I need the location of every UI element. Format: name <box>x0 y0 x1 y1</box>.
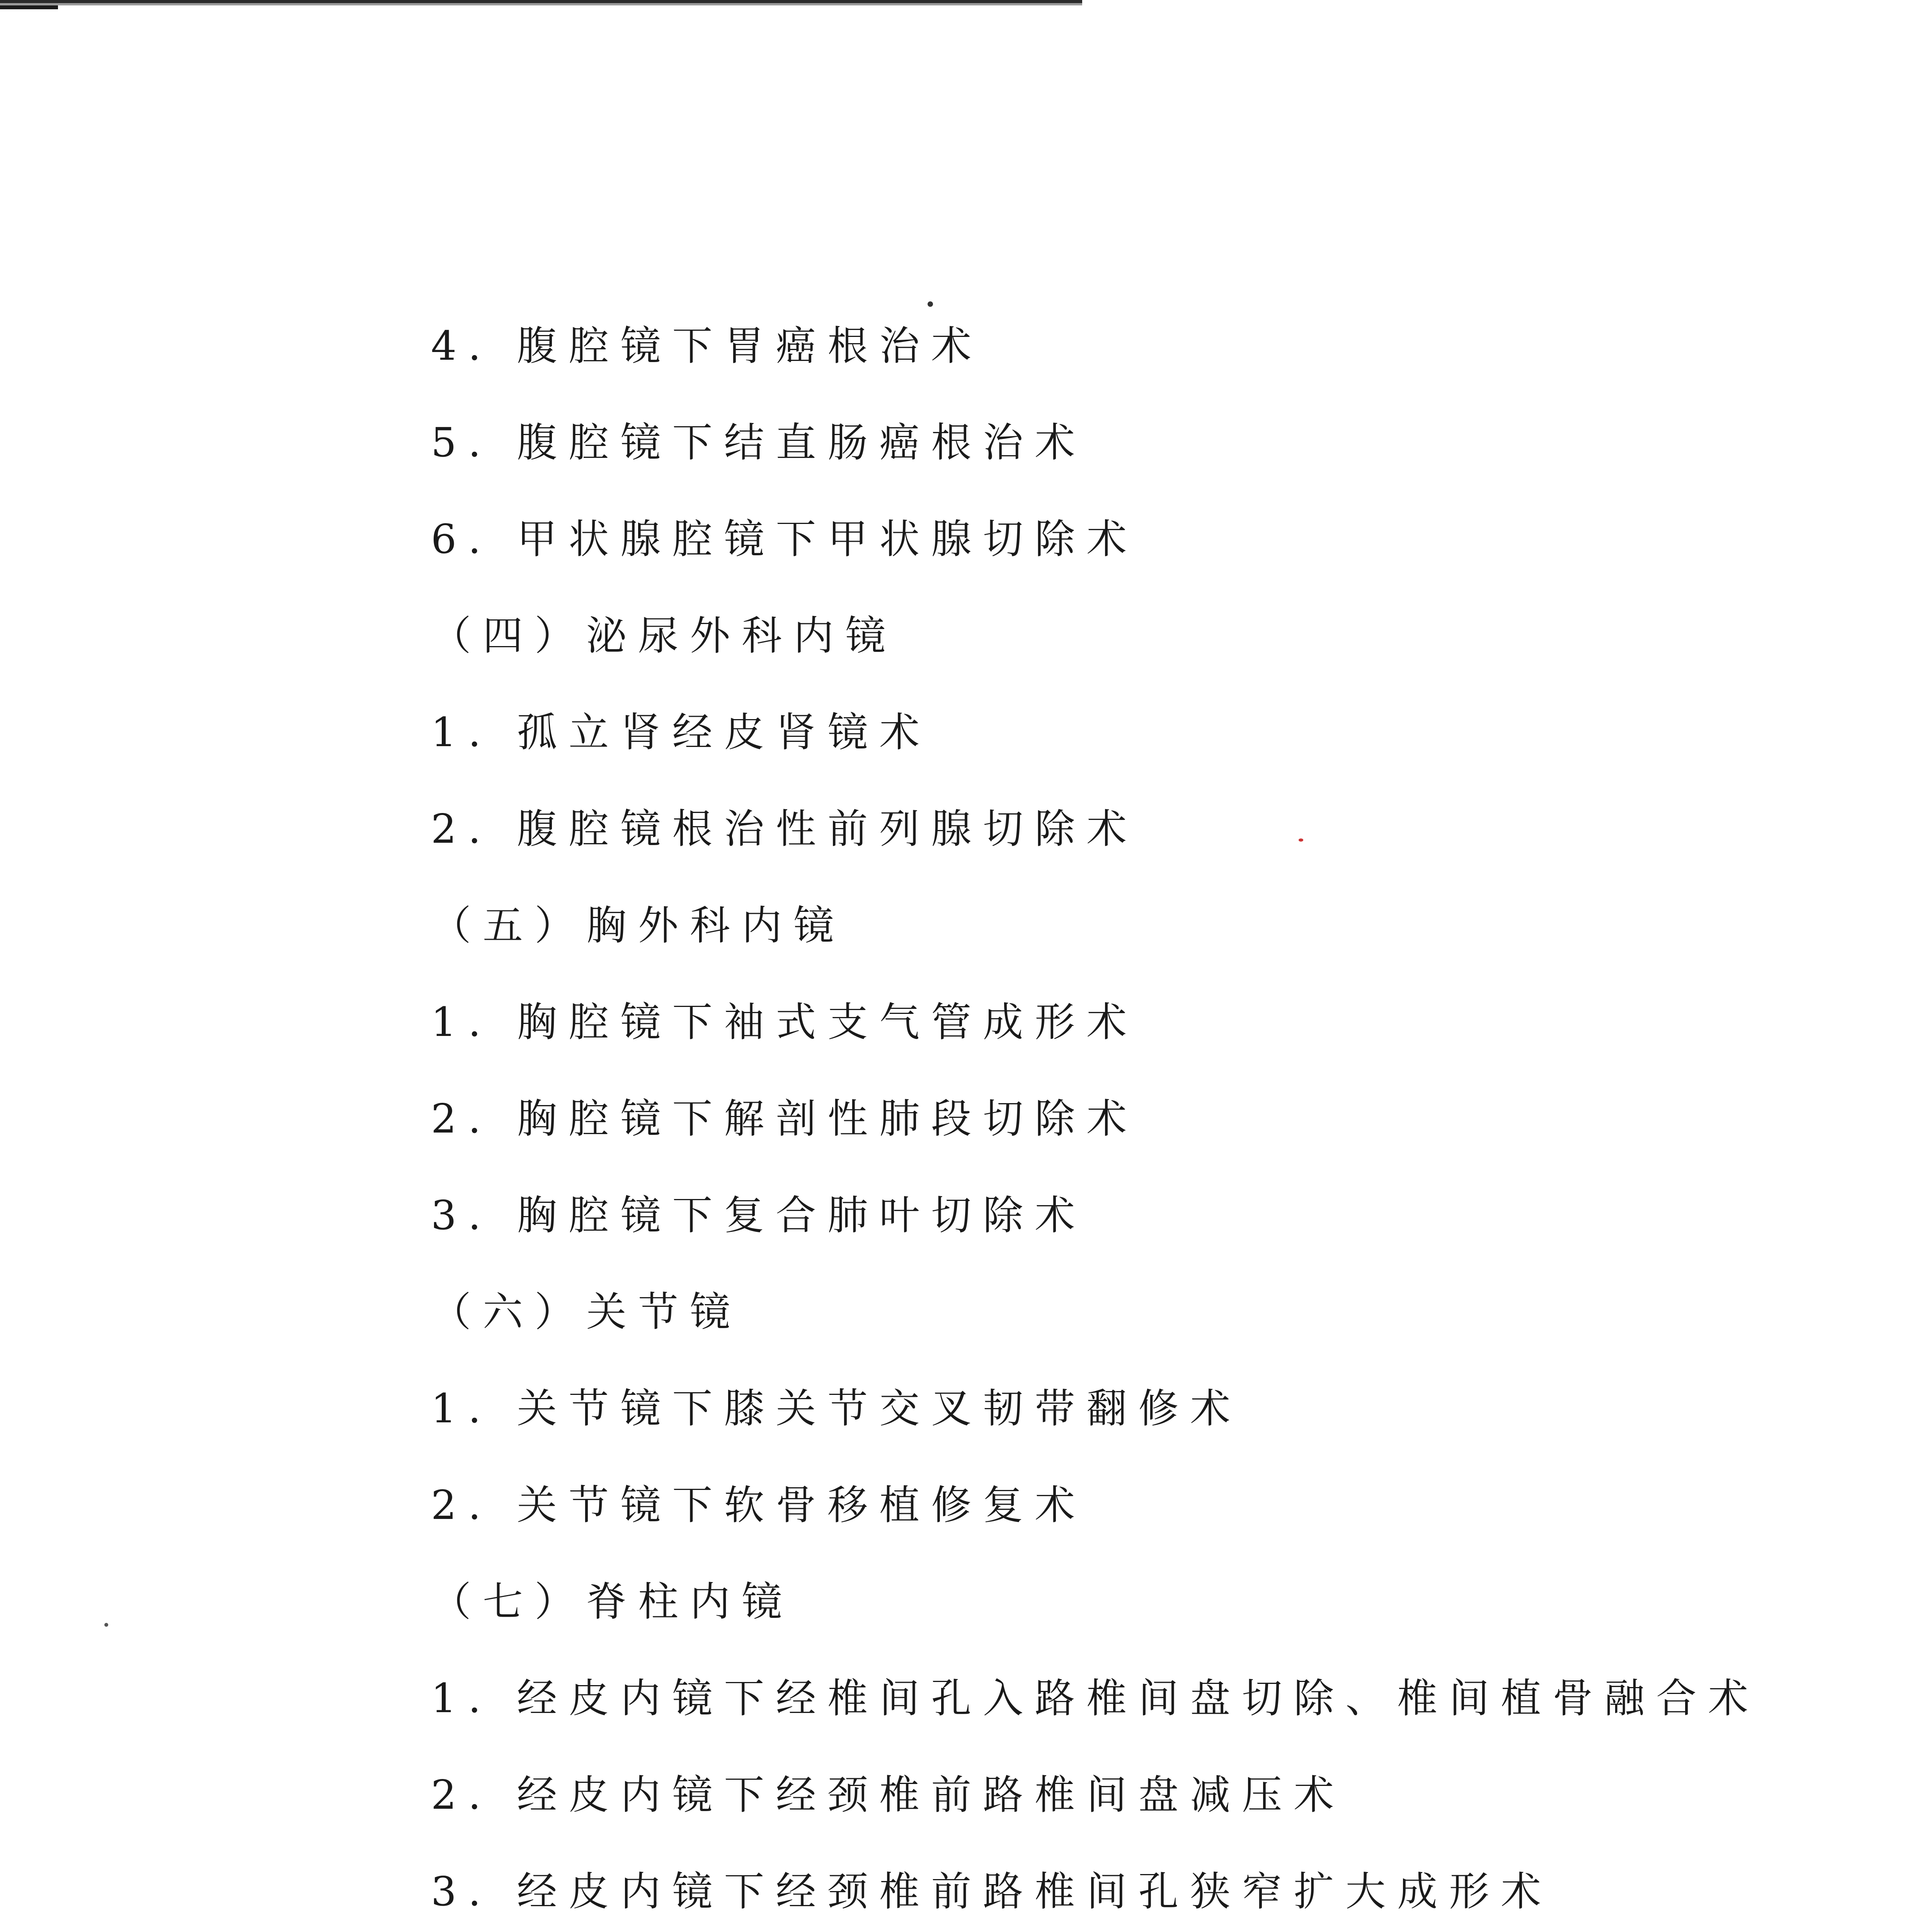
item-acl-revision: 1. 关节镜下膝关节交叉韧带翻修术 <box>431 1385 1242 1432</box>
scan-mark <box>0 5 58 9</box>
section-heading-arthroscopy: （六）关节镜 <box>431 1288 742 1335</box>
item-thyroidectomy: 6. 甲状腺腔镜下甲状腺切除术 <box>431 515 1139 563</box>
scan-speck <box>1299 838 1303 842</box>
item-transforaminal-discectomy: 1. 经皮内镜下经椎间孔入路椎间盘切除、椎间植骨融合术 <box>431 1675 1760 1722</box>
scan-speck <box>928 301 933 307</box>
item-gastric-cancer-surgery: 4. 腹腔镜下胃癌根治术 <box>431 322 983 369</box>
section-heading-urology: （四）泌尿外科内镜 <box>431 612 897 659</box>
item-segmentectomy: 2. 胸腔镜下解剖性肺段切除术 <box>431 1095 1139 1142</box>
item-colorectal-cancer-surgery: 5. 腹腔镜下结直肠癌根治术 <box>431 419 1087 466</box>
scan-edge-top <box>0 0 1082 3</box>
scan-edge-shadow <box>0 3 1082 5</box>
item-solitary-kidney-nephroscopy: 1. 孤立肾经皮肾镜术 <box>431 709 931 756</box>
section-heading-thoracic: （五）胸外科内镜 <box>431 902 846 949</box>
item-sleeve-bronchoplasty: 1. 胸腔镜下袖式支气管成形术 <box>431 998 1139 1046</box>
item-compound-lobectomy: 3. 胸腔镜下复合肺叶切除术 <box>431 1192 1087 1239</box>
item-anterior-foraminoplasty: 3. 经皮内镜下经颈椎前路椎间孔狭窄扩大成形术 <box>431 1868 1553 1915</box>
section-heading-spinal-endoscopy: （七）脊柱内镜 <box>431 1578 794 1625</box>
item-cartilage-transplant: 2. 关节镜下软骨移植修复术 <box>431 1481 1087 1529</box>
scan-speck <box>104 1623 108 1627</box>
item-prostatectomy: 2. 腹腔镜根治性前列腺切除术 <box>431 805 1139 852</box>
item-anterior-cervical-decompression: 2. 经皮内镜下经颈椎前路椎间盘减压术 <box>431 1771 1346 1818</box>
